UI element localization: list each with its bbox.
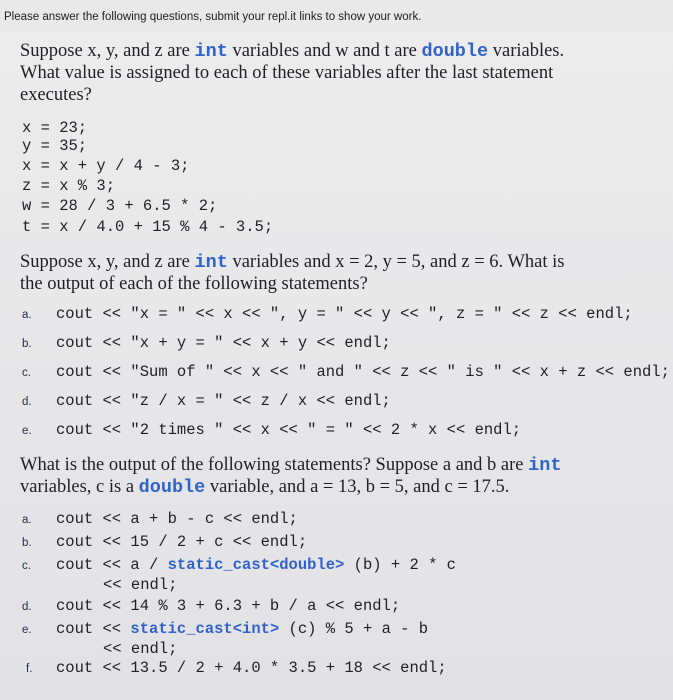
q1-text: variables and w and t are — [227, 41, 422, 61]
q3-item-a: cout << a + b - c << endl; — [56, 510, 298, 528]
q2-item-e: cout << "2 times " << x << " = " << 2 * x << endl; — [56, 421, 522, 439]
item-label: f. — [26, 663, 33, 675]
q2-line-2: the output of each of the following statements? — [20, 274, 368, 294]
int-keyword: int — [528, 455, 562, 476]
q2-text: variables and x = 2, y = 5, and z = 6. What is — [227, 252, 565, 272]
q3-item-e — [56, 620, 428, 638]
q3-line-2 — [20, 476, 509, 499]
code-line-4: z = x % 3; — [22, 177, 116, 195]
q3-item-f: cout << 13.5 / 2 + 4.0 * 3.5 + 18 << endl; — [56, 659, 447, 677]
double-keyword: double — [421, 41, 489, 62]
code-text: (b) + 2 * c — [344, 556, 456, 574]
item-label: c. — [22, 560, 31, 572]
item-label: a. — [22, 309, 32, 321]
instructions-header: Please answer the following questions, submit your repl.it links to show your work. — [4, 11, 422, 23]
q2-item-b: cout << "x + y = " << x + y << endl; — [56, 334, 391, 352]
code-text: cout << a / — [56, 556, 168, 574]
q1-line-3: executes? — [20, 85, 92, 105]
q3-item-d: cout << 14 % 3 + 6.3 + b / a << endl; — [56, 597, 401, 615]
item-label: e. — [22, 425, 32, 437]
q2-item-c: cout << "Sum of " << x << " and " << z << " is " << x + z << endl; — [56, 363, 670, 381]
q2-item-d: cout << "z / x = " << z / x << endl; — [56, 392, 391, 410]
double-keyword: double — [138, 477, 206, 498]
item-label: b. — [22, 537, 32, 549]
code-line-6: t = x / 4.0 + 15 % 4 - 3.5; — [22, 218, 274, 236]
item-label: d. — [22, 396, 32, 408]
item-label: b. — [22, 338, 32, 350]
item-label: e. — [22, 624, 32, 636]
q1-line-1 — [20, 40, 564, 63]
q3-text: variables, c is a — [20, 477, 139, 497]
code-line-5: w = 28 / 3 + 6.5 * 2; — [22, 197, 218, 215]
q3-text: What is the output of the following statements? Suppose a and b are — [20, 455, 529, 475]
q2-text: Suppose x, y, and z are — [20, 252, 195, 272]
q3-line-1 — [20, 454, 561, 477]
q1-text: variables. — [488, 41, 565, 61]
code-text: cout << — [56, 620, 131, 638]
textbook-page — [0, 32, 673, 700]
q1-line-2: What value is assigned to each of these variables after the last statement — [20, 63, 554, 83]
q3-item-e-cont: << endl; — [103, 640, 178, 658]
q2-line-1 — [20, 251, 564, 274]
q2-item-a: cout << "x = " << x << ", y = " << y << ", z = " << z << endl; — [56, 305, 633, 323]
item-label: c. — [22, 367, 31, 379]
item-label: d. — [22, 601, 32, 613]
int-keyword: int — [194, 41, 228, 62]
q3-item-c-cont: << endl; — [103, 576, 178, 594]
code-line-1: x = 23; — [22, 119, 88, 137]
code-line-3: x = x + y / 4 - 3; — [22, 157, 190, 175]
int-keyword: int — [194, 252, 228, 273]
q3-item-c — [56, 556, 456, 574]
q3-item-b: cout << 15 / 2 + c << endl; — [56, 533, 308, 551]
item-label: a. — [22, 514, 32, 526]
static-cast-keyword: static_cast<double> — [167, 556, 345, 574]
q1-text: Suppose x, y, and z are — [20, 41, 195, 61]
code-text: (c) % 5 + a - b — [279, 620, 429, 638]
q3-text: variable, and a = 13, b = 5, and c = 17.5. — [205, 477, 510, 497]
static-cast-keyword: static_cast<int> — [130, 620, 280, 638]
code-line-2: y = 35; — [22, 137, 88, 155]
